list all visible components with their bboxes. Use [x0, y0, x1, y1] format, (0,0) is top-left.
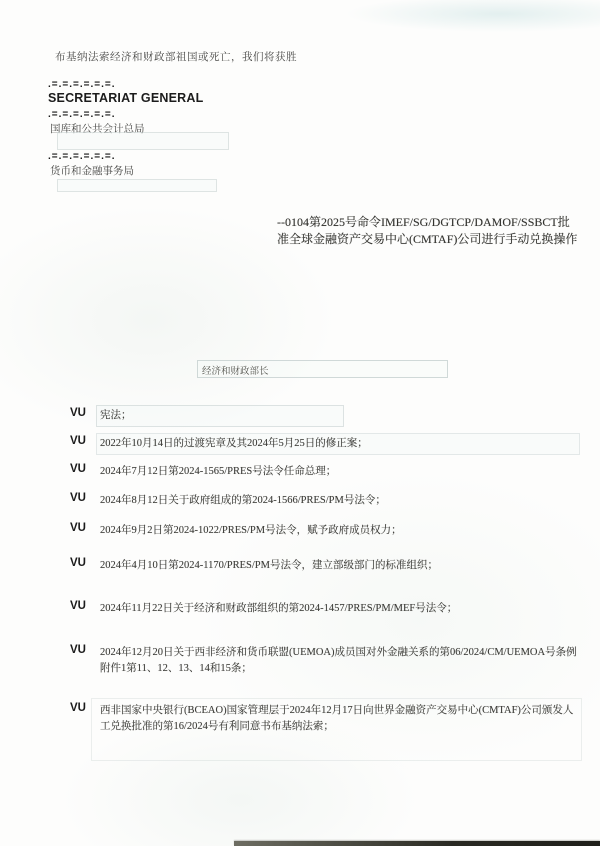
vu-label: VU	[70, 407, 86, 419]
department-monetary-label: 货币和金融事务局	[50, 166, 134, 177]
scan-artifact-box	[57, 179, 217, 192]
vu-text: 2024年8月12日关于政府组成的第2024-1566/PRES/PM号法令；	[100, 495, 386, 506]
vu-label: VU	[70, 463, 86, 475]
vu-text: 西非国家中央银行(BCEAO)国家管理层于2024年12月17日向世界金融资产交易中心(CMTAF)公司颁发人工兑换批准的第16/2024号有利同意书布基纳法索；	[100, 705, 574, 732]
vu-label: VU	[70, 702, 86, 714]
minister-label: 经济和财政部长	[202, 367, 269, 377]
vu-label: VU	[70, 600, 86, 612]
scan-edge-strip	[234, 841, 600, 846]
secretariat-general-heading: SECRETARIAT GENERAL	[48, 91, 204, 105]
minister-label-box	[197, 360, 448, 378]
scan-artifact-box	[57, 132, 229, 150]
vu-text: 2024年12月20日关于西非经济和货币联盟(UEMOA)成员国对外金融关系的第06/2024/CM/UEMOA号条例附件1第11、12、13、14和15条；	[100, 647, 577, 674]
vu-text: 2022年10月14日的过渡宪章及其2024年5月25日的修正案；	[100, 438, 368, 449]
vu-text: 宪法；	[100, 410, 132, 421]
order-title: --0104第2025号命令IMEF/SG/DGTCP/DAMOF/SSBCT批准全球金融资产交易中心(CMTAF)公司进行手动兑换操作	[277, 215, 578, 246]
dotted-divider: .=.=.=.=.=.=.	[48, 151, 116, 162]
vu-text: 2024年11月22日关于经济和财政部组织的第2024-1457/PRES/PM/MEF号法令；	[100, 603, 458, 614]
vu-label: VU	[70, 492, 86, 504]
dotted-divider: .=.=.=.=.=.=.	[48, 79, 116, 90]
vu-label: VU	[70, 644, 86, 656]
vu-label: VU	[70, 522, 86, 534]
vu-text: 2024年9月2日第2024-1022/PRES/PM号法令，赋予政府成员权力；	[100, 525, 402, 536]
ministry-motto: 布基纳法索经济和财政部祖国或死亡，我们将获胜	[55, 52, 297, 63]
vu-text: 2024年7月12日第2024-1565/PRES号法令任命总理；	[100, 466, 337, 477]
vu-label: VU	[70, 557, 86, 569]
vu-label: VU	[70, 435, 86, 447]
department-treasury-label: 国库和公共会计总局	[50, 124, 145, 135]
dotted-divider: .=.=.=.=.=.=.	[48, 109, 116, 120]
vu-text: 2024年4月10日第2024-1170/PRES/PM号法令，建立部级部门的标准组织；	[100, 560, 438, 571]
